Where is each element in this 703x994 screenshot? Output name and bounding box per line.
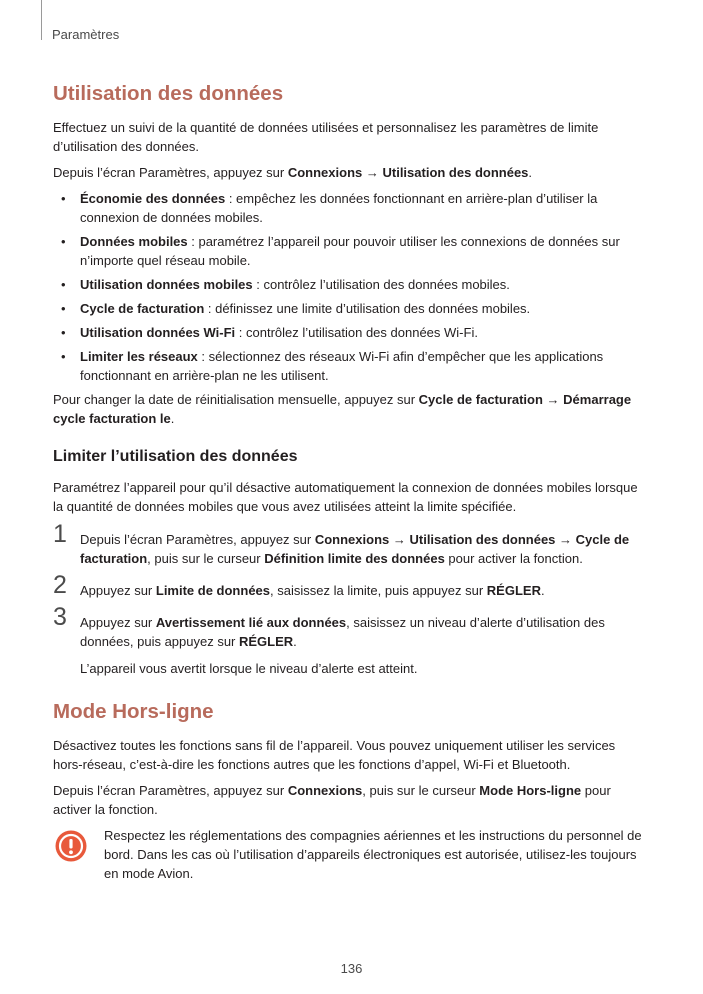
page-content	[53, 82, 645, 883]
limit-data-intro: Paramétrez l’appareil pour qu’il désactive automatiquement la connexion de données mobiles lorsque la quantité de données mobiles que vous avez utilisées atteint la limite spécifiée.	[53, 480, 638, 514]
section-title-data-usage: Utilisation des données	[53, 82, 284, 105]
warning-note	[53, 826, 645, 883]
step-number: 3	[53, 603, 67, 631]
billing-reset-instructions: Pour changer la date de réinitialisation mensuelle, appuyez sur Cycle de facturation → Démarrage cycle facturation le.	[53, 392, 632, 426]
offline-mode-path: Depuis l’écran Paramètres, appuyez sur Connexions, puis sur le curseur Mode Hors-ligne pour activer la fonction.	[53, 783, 611, 817]
list-item: • Cycle de facturation : définissez une limite d’utilisation des données mobiles.	[61, 301, 531, 316]
list-item: • Données mobiles : paramétrez l’appareil pour pouvoir utiliser les connexions de données sur n’importe quel réseau mobile.	[61, 234, 620, 268]
data-usage-path: Depuis l’écran Paramètres, appuyez sur Connexions → Utilisation des données.	[53, 165, 533, 180]
subsection-title-limit-data: Limiter l’utilisation des données	[53, 448, 298, 465]
data-usage-options-list	[53, 189, 645, 385]
running-header: Paramètres	[52, 27, 120, 42]
warning-icon	[55, 830, 87, 862]
step-3: 3 Appuyez sur Avertissement lié aux données, saisissez un niveau d’alerte d’utilisation des données, puis appuyez sur RÉGLER.	[53, 603, 605, 649]
step-2: 2 Appuyez sur Limite de données, saisissez la limite, puis appuyez sur RÉGLER.	[53, 571, 545, 599]
page-number: 136	[340, 961, 363, 976]
section-title-offline-mode: Mode Hors-ligne	[53, 700, 214, 723]
list-item: • Utilisation données Wi-Fi : contrôlez l’utilisation des données Wi-Fi.	[61, 325, 478, 340]
offline-mode-intro: Désactivez toutes les fonctions sans fil de l’appareil. Vous pouvez uniquement utiliser les services hors-réseau, c’est-à-dire les fonctions autres que les fonctions d’appel, Wi-Fi et Bluetooth.	[53, 738, 616, 772]
list-item: • Limiter les réseaux : sélectionnez des réseaux Wi-Fi afin d’empêcher que les applications fonctionnant en arrière-plan ne les utilisent.	[61, 349, 604, 383]
step-number: 1	[53, 520, 67, 548]
step-number: 2	[53, 571, 67, 599]
step-3-note: L’appareil vous avertit lorsque le niveau d’alerte est atteint.	[80, 661, 418, 676]
step-1: 1 Depuis l’écran Paramètres, appuyez sur Connexions → Utilisation des données → Cycle de facturation, puis sur le curseur Définition limite des données pour activer la fonction.	[53, 520, 630, 566]
list-item: • Économie des données : empêchez les données fonctionnant en arrière-plan d’utiliser la connexion de données mobiles.	[61, 191, 598, 225]
data-usage-intro: Effectuez un suivi de la quantité de données utilisées et personnalisez les paramètres de limite d’utilisation des données.	[53, 120, 599, 154]
list-item: • Utilisation données mobiles : contrôlez l’utilisation des données mobiles.	[61, 277, 510, 292]
page-corner-mark	[41, 0, 42, 40]
warning-text: Respectez les réglementations des compagnies aériennes et les instructions du personnel de bord. Dans les cas où l’utilisation d’appareils électroniques est autorisée, utilisez-les toujours en mode Avion.	[104, 828, 642, 881]
